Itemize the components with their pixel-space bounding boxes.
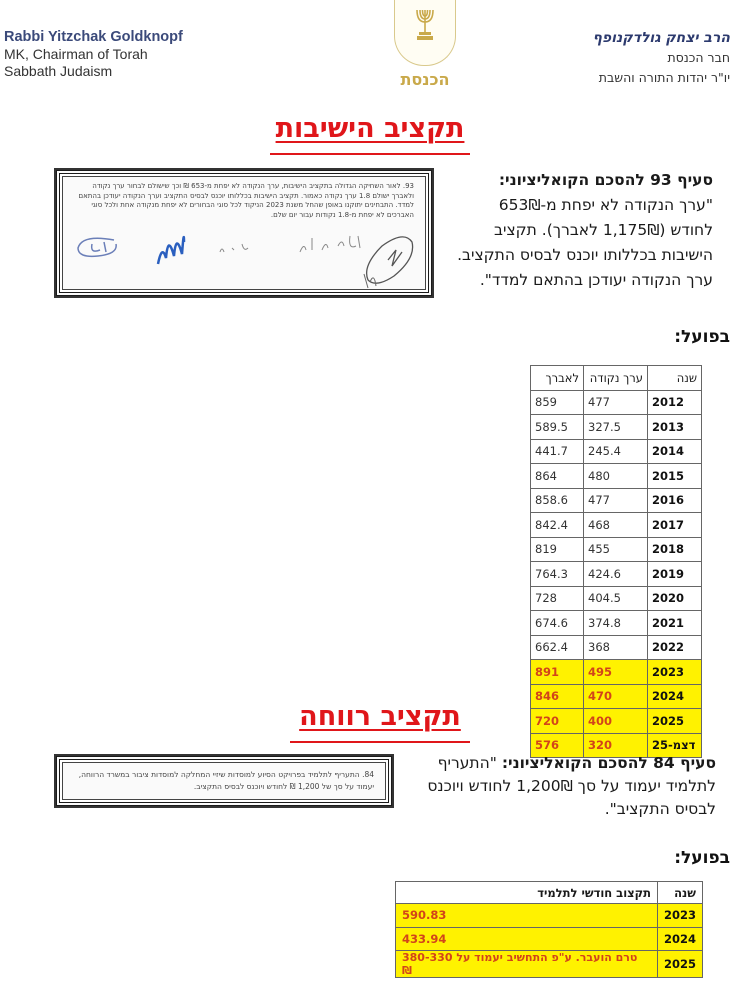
- cell-year: 2024: [648, 684, 702, 709]
- table-row: [531, 390, 702, 415]
- cell-year: 2018: [648, 537, 702, 562]
- letterhead-hebrew: [490, 28, 730, 88]
- table-row-highlighted: [531, 709, 702, 734]
- scan-text: 84. התעריף לתלמיד בפרויקט הסיוע למוסדות שיזיי המחלקה למוסדות ציבור במשרד הרווחה, יעמוד על סך של 1,200 ₪ לחודש ויוכנס לבסיס התקציב.: [78, 770, 374, 791]
- cell-year: 2023: [657, 904, 702, 928]
- cell-avrech: 441.7: [531, 439, 584, 464]
- table-row: [531, 415, 702, 440]
- cell-point: 495: [584, 660, 648, 685]
- letterhead-english: [4, 28, 234, 80]
- table-row-highlighted: [396, 951, 703, 978]
- cell-point: 400: [584, 709, 648, 734]
- table-row-highlighted: [396, 927, 703, 951]
- english-name: Rabbi Yitzchak Goldknopf: [4, 29, 183, 45]
- section-title-welfare: תקציב רווחה: [290, 700, 470, 734]
- cell-avrech: 891: [531, 660, 584, 685]
- yeshiva-point-value-table: [530, 365, 702, 758]
- cell-value: 590.83: [396, 904, 658, 928]
- table-row-highlighted: [396, 904, 703, 928]
- cell-avrech: 674.6: [531, 611, 584, 636]
- cell-point: 477: [584, 488, 648, 513]
- cell-avrech: 576: [531, 733, 584, 758]
- cell-year: 2012: [648, 390, 702, 415]
- scan-text: 93. לאור השחיקה הגדולה בתקציב הישיבות, ערך הנקודה לא יפחת מ-653 ₪ וכך שישולם לבחור ערך נקודה ולאברך ישולם 1.8 ערך נקודה כאמור. תקציב הישיבות בכללותו יוכנס לבסיס התקציב וערך הנקודה יעודכן בהתאם למדד. התבחינים יתוקנו באופן שהחל משנת 2023 הניקוד לכל סוגי הבחורים לא יפחת מנקודה אחת ולכל סוגי האברכים לא יפחת מ-1.8 נקודות עבור יום שלם.: [78, 182, 414, 219]
- cell-year: 2022: [648, 635, 702, 660]
- cell-avrech: 864: [531, 464, 584, 489]
- cell-avrech: 858.6: [531, 488, 584, 513]
- hebrew-name: הרב יצחק גולדקנופף: [592, 30, 730, 46]
- cell-point: 245.4: [584, 439, 648, 464]
- clause-84-text: "התעריף לתלמיד יעמוד על סך 1,200₪ לחודש ויוכנס לבסיס התקציב".: [427, 754, 716, 818]
- cell-avrech: 720: [531, 709, 584, 734]
- table-row: [531, 537, 702, 562]
- cell-year: 2024: [657, 927, 702, 951]
- hebrew-title-line1: חבר הכנסת: [667, 50, 730, 65]
- cell-point: 374.8: [584, 611, 648, 636]
- signature-icon: [218, 240, 252, 256]
- cell-avrech: 819: [531, 537, 584, 562]
- header-year: שנה: [648, 366, 702, 391]
- clause-93-quote: [455, 168, 713, 293]
- cell-year: 2020: [648, 586, 702, 611]
- cell-point: 455: [584, 537, 648, 562]
- table-row: [531, 611, 702, 636]
- header-avrech: לאברך: [531, 366, 584, 391]
- cell-point: 480: [584, 464, 648, 489]
- cell-point: 320: [584, 733, 648, 758]
- cell-avrech: 846: [531, 684, 584, 709]
- cell-year: 2021: [648, 611, 702, 636]
- cell-year: 2019: [648, 562, 702, 587]
- cell-value: 433.94: [396, 927, 658, 951]
- cell-value: טרם הועבר. ע"פ התחשיב יעמוד על 380-330 ₪: [396, 951, 658, 978]
- agreement-scan-clause-84: [56, 756, 392, 806]
- knesset-emblem: [392, 0, 458, 96]
- signature-icon: [360, 230, 420, 292]
- clause-93-text: "ערך הנקודה לא יפחת מ-653₪ לחודש (1,175₪ לאברך). תקציב הישיבות בכללותו יוכנס לבסיס התקציב. ערך הנקודה יעודכן בהתאם למדד".: [457, 196, 713, 289]
- header-monthly-budget: תקצוב חודשי לתלמיד: [396, 882, 658, 904]
- table-row: [531, 464, 702, 489]
- clause-84-quote: [398, 752, 716, 821]
- actual-label: בפועל:: [674, 327, 730, 347]
- table-row: [531, 562, 702, 587]
- cell-year: 2015: [648, 464, 702, 489]
- welfare-student-budget-table: [395, 881, 703, 978]
- cell-avrech: 842.4: [531, 513, 584, 538]
- cell-year: 2016: [648, 488, 702, 513]
- cell-avrech: 662.4: [531, 635, 584, 660]
- english-title-line1: MK, Chairman of Torah: [4, 46, 148, 62]
- emblem-label: הכנסת: [400, 70, 450, 89]
- cell-point: 424.6: [584, 562, 648, 587]
- table-row-highlighted: [531, 684, 702, 709]
- header-point-value: ערך נקודה: [584, 366, 648, 391]
- signature-icon: [154, 224, 188, 268]
- signature-icon: [74, 232, 124, 260]
- cell-year: 2025: [657, 951, 702, 978]
- table-row: [531, 488, 702, 513]
- cell-avrech: 728: [531, 586, 584, 611]
- table-row-highlighted: [531, 660, 702, 685]
- cell-point: 477: [584, 390, 648, 415]
- cell-point: 404.5: [584, 586, 648, 611]
- clause-84-heading: סעיף 84 להסכם הקואליציוני:: [501, 754, 716, 772]
- cell-year: 2017: [648, 513, 702, 538]
- cell-year: 2014: [648, 439, 702, 464]
- actual-label: בפועל:: [674, 848, 730, 868]
- table-header-row: [531, 366, 702, 391]
- cell-year: דצמ-25: [648, 733, 702, 758]
- cell-point: 368: [584, 635, 648, 660]
- cell-avrech: 764.3: [531, 562, 584, 587]
- cell-avrech: 859: [531, 390, 584, 415]
- cell-point: 470: [584, 684, 648, 709]
- hebrew-title-line2: יו"ר יהדות התורה והשבת: [598, 70, 730, 85]
- section-title-yeshivas: תקציב הישיבות: [270, 112, 470, 146]
- table-header-row: [396, 882, 703, 904]
- cell-year: 2013: [648, 415, 702, 440]
- signature-icon: [298, 232, 364, 256]
- table-row: [531, 635, 702, 660]
- cell-avrech: 589.5: [531, 415, 584, 440]
- cell-point: 468: [584, 513, 648, 538]
- agreement-scan-clause-93: [56, 170, 432, 296]
- clause-93-heading: סעיף 93 להסכם הקואליציוני:: [498, 171, 713, 189]
- menorah-icon: [414, 8, 436, 42]
- english-title-line2: Sabbath Judaism: [4, 63, 113, 79]
- cell-year: 2025: [648, 709, 702, 734]
- header-year: שנה: [657, 882, 702, 904]
- table-row: [531, 586, 702, 611]
- table-row: [531, 513, 702, 538]
- table-row: [531, 439, 702, 464]
- cell-point: 327.5: [584, 415, 648, 440]
- cell-year: 2023: [648, 660, 702, 685]
